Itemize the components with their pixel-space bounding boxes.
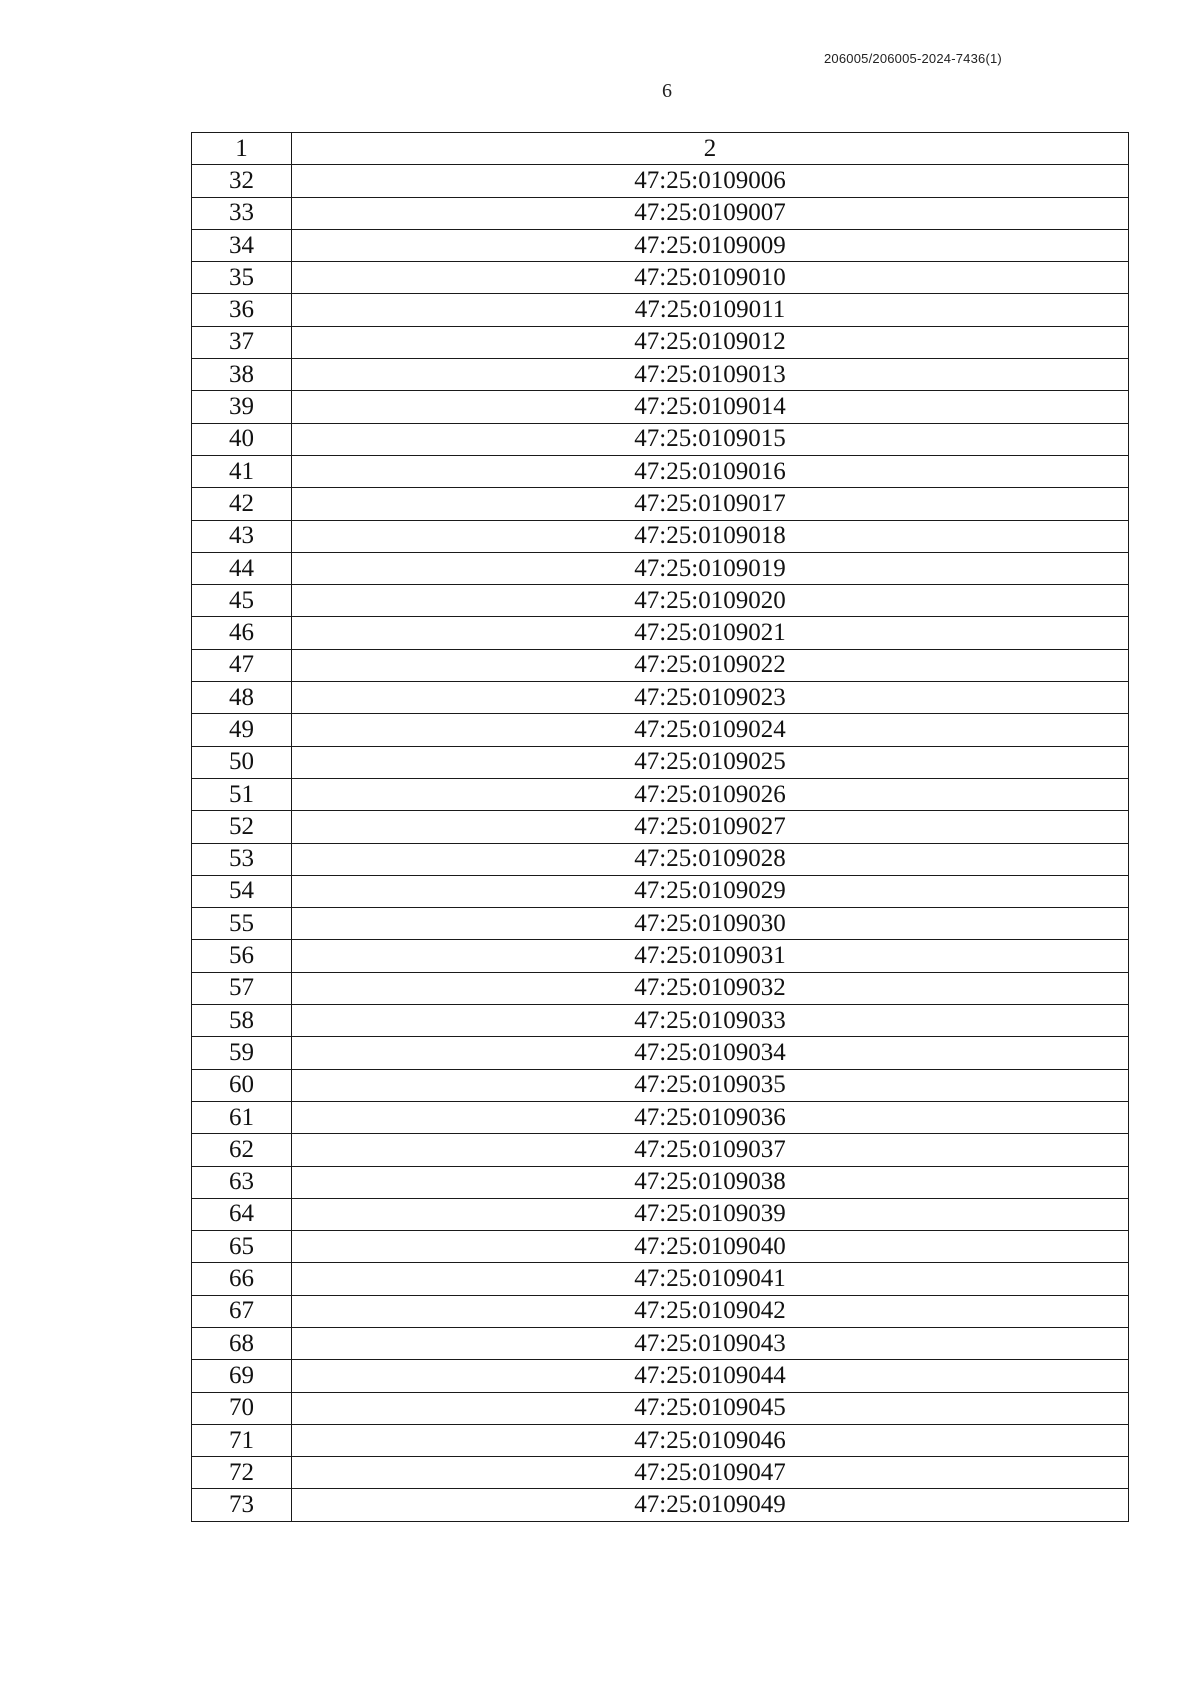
document-id: 206005/206005-2024-7436(1)	[824, 51, 1002, 66]
row-number-cell: 32	[192, 165, 292, 197]
row-number-cell: 39	[192, 391, 292, 423]
cadastral-number-cell: 47:25:0109036	[292, 1101, 1129, 1133]
row-number-cell: 66	[192, 1263, 292, 1295]
cadastral-number-cell: 47:25:0109030	[292, 908, 1129, 940]
table-row	[192, 972, 1129, 1004]
table-row	[192, 423, 1129, 455]
cadastral-number-cell: 47:25:0109021	[292, 617, 1129, 649]
table-row	[192, 908, 1129, 940]
table-row	[192, 488, 1129, 520]
cadastral-number-cell: 47:25:0109017	[292, 488, 1129, 520]
row-number-cell: 47	[192, 649, 292, 681]
row-number-cell: 67	[192, 1295, 292, 1327]
cadastral-number-cell: 47:25:0109018	[292, 520, 1129, 552]
cadastral-number-cell: 47:25:0109041	[292, 1263, 1129, 1295]
cadastral-number-cell: 47:25:0109007	[292, 197, 1129, 229]
row-number-cell: 46	[192, 617, 292, 649]
cadastral-number-cell: 47:25:0109006	[292, 165, 1129, 197]
column-header-2: 2	[292, 133, 1129, 165]
row-number-cell: 70	[192, 1392, 292, 1424]
cadastral-number-cell: 47:25:0109035	[292, 1069, 1129, 1101]
table-row	[192, 262, 1129, 294]
cadastral-number-table	[191, 132, 1129, 1522]
page-number	[0, 80, 1200, 103]
cadastral-number-cell: 47:25:0109033	[292, 1005, 1129, 1037]
cadastral-number-cell: 47:25:0109046	[292, 1424, 1129, 1456]
table-header	[192, 133, 1129, 165]
table-row	[192, 1101, 1129, 1133]
cadastral-number-cell: 47:25:0109032	[292, 972, 1129, 1004]
cadastral-number-cell: 47:25:0109015	[292, 423, 1129, 455]
row-number-cell: 71	[192, 1424, 292, 1456]
row-number-cell: 57	[192, 972, 292, 1004]
table-row	[192, 552, 1129, 584]
table-row	[192, 1005, 1129, 1037]
row-number-cell: 73	[192, 1489, 292, 1521]
row-number-cell: 62	[192, 1134, 292, 1166]
row-number-cell: 44	[192, 552, 292, 584]
table-row	[192, 682, 1129, 714]
cadastral-number-cell: 47:25:0109020	[292, 585, 1129, 617]
table-row	[192, 617, 1129, 649]
cadastral-number-cell: 47:25:0109031	[292, 940, 1129, 972]
table-row	[192, 940, 1129, 972]
cadastral-number-cell: 47:25:0109047	[292, 1457, 1129, 1489]
row-number-cell: 38	[192, 359, 292, 391]
table-row	[192, 649, 1129, 681]
table-row	[192, 746, 1129, 778]
row-number-cell: 52	[192, 811, 292, 843]
row-number-cell: 36	[192, 294, 292, 326]
table-row	[192, 294, 1129, 326]
table-row	[192, 455, 1129, 487]
cadastral-number-cell: 47:25:0109014	[292, 391, 1129, 423]
cadastral-number-cell: 47:25:0109038	[292, 1166, 1129, 1198]
table-row	[192, 1198, 1129, 1230]
cadastral-number-cell: 47:25:0109024	[292, 714, 1129, 746]
table-row	[192, 1295, 1129, 1327]
row-number-cell: 40	[192, 423, 292, 455]
cadastral-number-cell: 47:25:0109043	[292, 1327, 1129, 1359]
column-header-1: 1	[192, 133, 292, 165]
cadastral-number-cell: 47:25:0109019	[292, 552, 1129, 584]
cadastral-number-cell: 47:25:0109028	[292, 843, 1129, 875]
row-number-cell: 63	[192, 1166, 292, 1198]
row-number-cell: 54	[192, 875, 292, 907]
table-row	[192, 1231, 1129, 1263]
row-number-cell: 50	[192, 746, 292, 778]
cadastral-number-cell: 47:25:0109049	[292, 1489, 1129, 1521]
row-number-cell: 53	[192, 843, 292, 875]
row-number-cell: 43	[192, 520, 292, 552]
row-number-cell: 64	[192, 1198, 292, 1230]
table-row	[192, 843, 1129, 875]
cadastral-number-cell: 47:25:0109026	[292, 778, 1129, 810]
table-row	[192, 778, 1129, 810]
cadastral-number-cell: 47:25:0109013	[292, 359, 1129, 391]
row-number-cell: 61	[192, 1101, 292, 1133]
row-number-cell: 72	[192, 1457, 292, 1489]
cadastral-number-cell: 47:25:0109023	[292, 682, 1129, 714]
cadastral-number-cell: 47:25:0109037	[292, 1134, 1129, 1166]
cadastral-number-cell: 47:25:0109027	[292, 811, 1129, 843]
row-number-cell: 48	[192, 682, 292, 714]
table-row	[192, 1166, 1129, 1198]
table-row	[192, 875, 1129, 907]
row-number-cell: 58	[192, 1005, 292, 1037]
cadastral-number-cell: 47:25:0109025	[292, 746, 1129, 778]
table-row	[192, 326, 1129, 358]
cadastral-number-cell: 47:25:0109029	[292, 875, 1129, 907]
row-number-cell: 37	[192, 326, 292, 358]
table-row	[192, 520, 1129, 552]
table-row	[192, 1327, 1129, 1359]
row-number-cell: 33	[192, 197, 292, 229]
cadastral-number-cell: 47:25:0109040	[292, 1231, 1129, 1263]
table-row	[192, 197, 1129, 229]
table-row	[192, 811, 1129, 843]
row-number-cell: 60	[192, 1069, 292, 1101]
table-body	[192, 165, 1129, 1521]
table-row	[192, 1392, 1129, 1424]
row-number-cell: 35	[192, 262, 292, 294]
row-number-cell: 59	[192, 1037, 292, 1069]
table-row	[192, 1037, 1129, 1069]
table-row	[192, 165, 1129, 197]
cadastral-number-cell: 47:25:0109009	[292, 229, 1129, 261]
table-row	[192, 1069, 1129, 1101]
cadastral-number-cell: 47:25:0109022	[292, 649, 1129, 681]
row-number-cell: 55	[192, 908, 292, 940]
cadastral-number-cell: 47:25:0109010	[292, 262, 1129, 294]
row-number-cell: 49	[192, 714, 292, 746]
table-row	[192, 1360, 1129, 1392]
row-number-cell: 41	[192, 455, 292, 487]
row-number-cell: 56	[192, 940, 292, 972]
table-row	[192, 1134, 1129, 1166]
row-number-cell: 69	[192, 1360, 292, 1392]
row-number-cell: 34	[192, 229, 292, 261]
table-row	[192, 391, 1129, 423]
row-number-cell: 68	[192, 1327, 292, 1359]
table-row	[192, 585, 1129, 617]
cadastral-number-cell: 47:25:0109044	[292, 1360, 1129, 1392]
row-number-cell: 51	[192, 778, 292, 810]
table-row	[192, 1457, 1129, 1489]
cadastral-number-cell: 47:25:0109045	[292, 1392, 1129, 1424]
table-row	[192, 1489, 1129, 1521]
table-row	[192, 229, 1129, 261]
row-number-cell: 42	[192, 488, 292, 520]
cadastral-number-cell: 47:25:0109016	[292, 455, 1129, 487]
table-row	[192, 1263, 1129, 1295]
cadastral-number-cell: 47:25:0109039	[292, 1198, 1129, 1230]
cadastral-number-cell: 47:25:0109034	[292, 1037, 1129, 1069]
table-header-row	[192, 133, 1129, 165]
cadastral-number-cell: 47:25:0109011	[292, 294, 1129, 326]
table-row	[192, 359, 1129, 391]
table-row	[192, 714, 1129, 746]
row-number-cell: 65	[192, 1231, 292, 1263]
page-number-text: 6	[662, 80, 672, 102]
cadastral-number-cell: 47:25:0109012	[292, 326, 1129, 358]
row-number-cell: 45	[192, 585, 292, 617]
table-row	[192, 1424, 1129, 1456]
cadastral-number-cell: 47:25:0109042	[292, 1295, 1129, 1327]
